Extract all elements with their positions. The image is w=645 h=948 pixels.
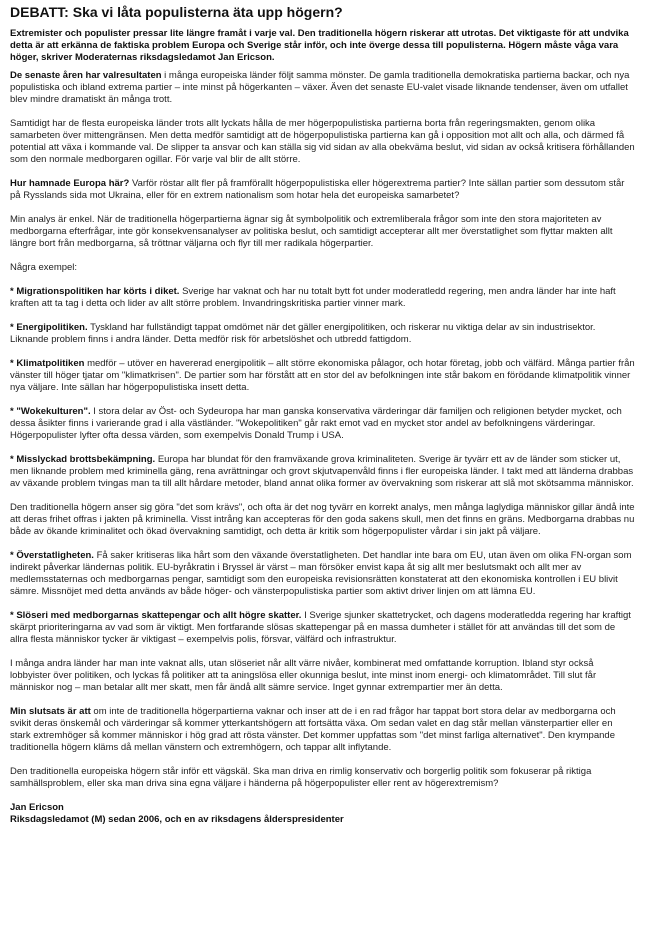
example-text: medför – utöver en havererad energipolitik – allt större ekonomiska pålagor, och hotar företag, jobb och välfärd. Många partier från vänster till höger tjatar om "klimatkrisen". De partier som har förstått att en stor del av befolkningen inte står bakom en förödande klimatpolitik vinner nya väljare. Inte sällan har högerpopulistiska insett detta.: [10, 358, 635, 393]
paragraph: [10, 706, 635, 754]
example-item: [10, 550, 635, 598]
example-heading: * Slöseri med medborgarnas skattepengar och allt högre skatter.: [10, 610, 302, 621]
paragraph: [10, 178, 635, 202]
article-title: DEBATT: Ska vi låta populisterna äta upp högern?: [10, 4, 343, 20]
example-heading: * Migrationspolitiken har körts i diket.: [10, 286, 180, 297]
paragraph-bold-lead: Min slutsats är att: [10, 706, 91, 717]
example-item: [10, 610, 635, 646]
paragraph: Samtidigt har de flesta europeiska länder trots allt lyckats hålla de mer högerpopulistiska partierna borta från regeringsmakten, genom olika samarbeten över mittengränsen. Men detta medför samtidigt att de högerpopulistiska partierna kan gå i opposition mot allt och alla, och därmed få potential att växa i kommande val. De slipper ta ansvar och kan ställa sig vid sidan av alla obekväma beslut, vid sidan av också kritisera förhållanden som den normale medborgaren ogillar. För varje val blir de allt större.: [10, 118, 635, 165]
example-text: I Sverige sjunker skattetrycket, och dagens moderatledda regering har kraftigt skärpt prioriteringarna av vad som är viktigt. Men fortfarande slösas skattepengar på en massa dumheter i stället för att användas till det som de allra flesta människor tycker är viktigast – exempelvis polis, försvar, välfärd och infrastruktur.: [10, 610, 631, 645]
example-text: Få saker kritiseras lika hårt som den växande överstatligheten. Det handlar inte bara om EU, utan även om olika FN-organ som indirekt påverkar ländernas politik. EU-byråkratin i Bryssel är värst – man försöker envist kapa åt sig allt mer beslutsmakt och allt mer av medlemsstaternas och medborgarnas pengar, samtidigt som den europeiska revisionsrätten konstaterat att den ekonomiska kontrollen i EU blivit sämre. Missnöjet med detta används av både höger- och vänsterpopulistiska partier som aktivt driver linjen om att lämna EU.: [10, 550, 632, 597]
paragraph: I många andra länder har man inte vaknat alls, utan slöseriet når allt värre nivåer, kombinerat med omfattande korruption. Ibland styr också lobbyister över politiken, och lyckas få politiker att ta aningslösa eller okunniga beslut, inte minst inom energi- och klimatområdet. Till slut får människor nog – man betalar allt mer skatt, men får ändå allt sämre service. Inget gynnar extrempartier mer än detta.: [10, 658, 597, 693]
example-heading: * Klimatpolitiken: [10, 358, 85, 369]
paragraph-bold-lead: Hur hamnade Europa här?: [10, 178, 130, 189]
example-item: [10, 286, 635, 310]
paragraph: Den traditionella högern anser sig göra "det som krävs", och ofta är det nog tyvärr en korrekt analys, men många laglydiga människor gillar ändå inte att deras frihet offras i jakten på kriminella. Visst intrång kan accepteras för den goda sakens skull, men det finns en gräns. Medborgarna drabbas nu både av ökande kriminalitet och ökad övervakning samtidigt, och detta är kritik som högerpopulister vårdar i sin jakt på väljare.: [10, 502, 635, 537]
example-text: Tyskland har fullständigt tappat omdömet när det gäller energipolitiken, och riskerar nu viktiga delar av sin industrisektor. Liknande problem finns i andra länder. Detta medför risk för arbetslöshet och utbredd fattigdom.: [10, 322, 596, 345]
paragraph: Min analys är enkel. När de traditionella högerpartierna ägnar sig åt symbolpolitik och extremliberala frågor som inte den stora majoriteten av medborgarna efterfrågar, inte gör konsekvensanalyser av politiska beslut, och samtidigt accepterar allt mer överstatlighet som flyttar makten allt längre bort från medborgarna, så tröttnar väljarna och flyr till mer radikala högerpartier.: [10, 214, 613, 249]
example-heading: * Energipolitiken.: [10, 322, 88, 333]
paragraph-text: Varför röstar allt fler på framförallt högerpopulistiska eller högerextrema partier? Inte sällan partier som dessutom står på Rysslands sida mot Ukraina, eller för en extrem nationalism som hotar hela det europeiska samarbetet?: [10, 178, 625, 201]
article-lead: Extremister och populister pressar lite längre framåt i varje val. Den traditionella högern riskerar att utrotas. Det viktigaste för att undvika detta är att erkänna de faktiska problem Europa och Sverige står inför, och inte överge dessa till populisterna. Högern måste våga vara höger, skriver Moderaternas riksdagsledamot Jan Ericson.: [10, 28, 629, 63]
example-text: Sverige har vaknat och har nu totalt bytt fot under moderatledd regering, men andra länder har inte haft kraften att ta tag i detta och lider av allt större problem. Invandringskritiska partier vinner mark.: [10, 286, 616, 309]
author-title: Riksdagsledamot (M) sedan 2006, och en av riksdagens ålderspresidenter: [10, 814, 344, 825]
paragraph: [10, 70, 635, 106]
example-item: [10, 454, 635, 490]
paragraph: Några exempel:: [10, 262, 78, 273]
paragraph-bold-lead: De senaste åren har valresultaten: [10, 70, 162, 81]
example-text: Europa har blundat för den framväxande grova kriminaliteten. Sverige är tyvärr ett av de länder som sticker ut, men liknande problem med kriminella gäng, rena avrättningar och grovt skjutvapenvåld finns i fler europeiska länder. I takt med att länderna drabbas av växande problem tvingas man ta till allt hårdare metoder, bland annat olika former av övervakning som riskerar att slå mot skötsamma människor.: [10, 454, 634, 489]
author-name: Jan Ericson: [10, 802, 64, 813]
paragraph-text: i många europeiska länder följt samma mönster. De gamla traditionella demokratiska partierna backar, och nya populistiska och ibland extrema partier – inte minst på högerkanten – växer. Även det senaste EU-valet visade liknande tendenser, även om utfallet blev mindre dramatiskt än många trott.: [10, 70, 630, 105]
paragraph-text: om inte de traditionella högerpartierna vaknar och inser att de i en rad frågor har tappat bort stora delar av medborgarna och svikit deras önskemål och värderingar så kommer ytterkantshögern att fortsätta växa. Om sedan valet en dag står mellan vänsterpartier eller en stark extremhöger så kommer människor i hög grad att rösta vänster. Det kommer uppfattas som "det minst farliga alternativet". Den krympande traditionella högern kläms då mellan vänstern och extremhögern, och tappar allt inflytande.: [10, 706, 616, 753]
example-item: [10, 358, 635, 394]
example-heading: * "Wokekulturen".: [10, 406, 91, 417]
example-item: [10, 406, 635, 442]
example-item: [10, 322, 635, 346]
example-text: I stora delar av Öst- och Sydeuropa har man ganska konservativa värderingar där familjen och religionen betyder mycket, och dessa åsikter finns i varierande grad i alla västländer. "Wokepolitiken" går rakt emot vad en mycket stor andel av befolkningens värderingar. Högerpopulister lyfter ofta dessa värden, som exempelvis Donald Trump i USA.: [10, 406, 622, 441]
example-heading: * Misslyckad brottsbekämpning.: [10, 454, 156, 465]
example-heading: * Överstatligheten.: [10, 550, 94, 561]
paragraph: Den traditionella europeiska högern står inför ett vägskäl. Ska man driva en rimlig konservativ och borgerlig politik som fokuserar på riktiga samhällsproblem, eller ska man driva sina egna väljare i händerna på högerpopulister eller rent av högerextremism?: [10, 766, 592, 789]
